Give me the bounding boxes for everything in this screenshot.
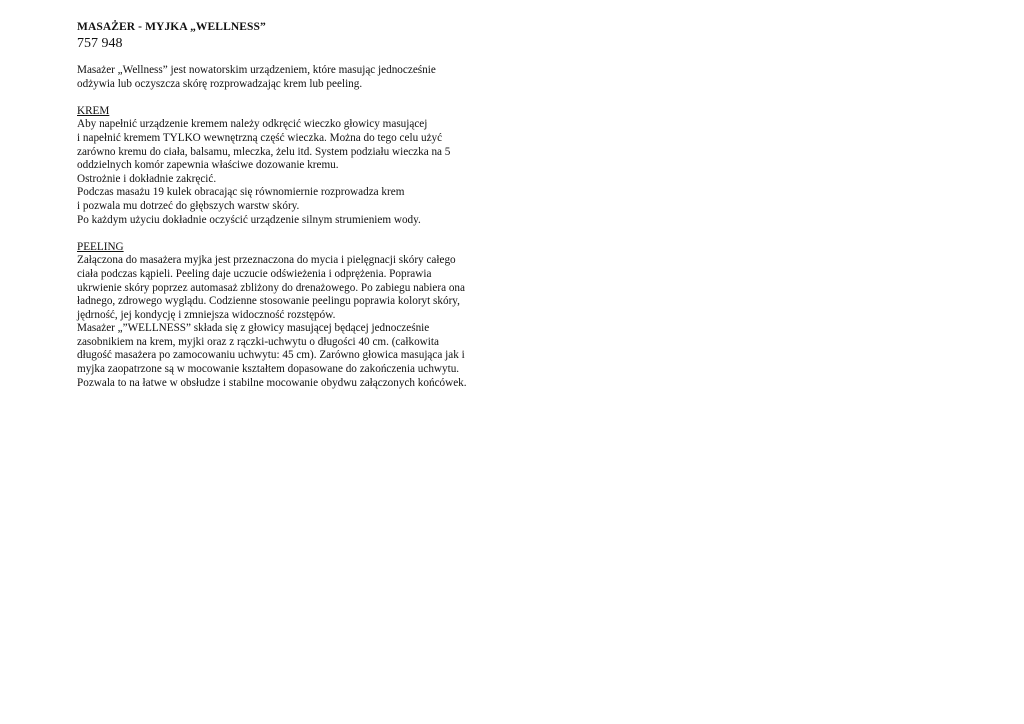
intro-line: odżywia lub oczyszcza skórę rozprowadzając krem lub peeling. xyxy=(77,77,363,90)
peeling-line: zasobnikiem na krem, myjki oraz z rączki-uchwytu o długości 40 cm. (całkowita xyxy=(77,335,439,348)
krem-line: Aby napełnić urządzenie kremem należy odkręcić wieczko głowicy masującej xyxy=(77,118,428,131)
peeling-line: Pozwala to na łatwe w obsłudze i stabilne mocowanie obydwu załączonych końcówek. xyxy=(77,376,467,389)
section-heading-krem: KREM xyxy=(77,104,110,117)
peeling-line: jędrność, jej kondycję i zmniejsza widoczność rozstępów. xyxy=(77,308,336,321)
document-page xyxy=(77,20,517,390)
section-heading-peeling: PEELING xyxy=(77,240,124,253)
peeling-line: ciała podczas kąpieli. Peeling daje uczucie odświeżenia i odprężenia. Poprawia xyxy=(77,267,432,280)
section-krem xyxy=(77,105,517,227)
product-code: 757 948 xyxy=(77,36,123,51)
document-title: MASAŻER - MYJKA „WELLNESS” xyxy=(77,21,266,33)
krem-line: zarówno kremu do ciała, balsamu, mleczka, żelu itd. System podziału wieczka na 5 xyxy=(77,145,451,158)
peeling-line: Załączona do masażera myjka jest przeznaczona do mycia i pielęgnacji skóry całego xyxy=(77,254,456,267)
krem-line: i pozwala mu dotrzeć do głębszych warstw skóry. xyxy=(77,199,300,212)
krem-line: Podczas masażu 19 kulek obracając się równomiernie rozprowadza krem xyxy=(77,186,405,199)
krem-line: Po każdym użyciu dokładnie oczyścić urządzenie silnym strumieniem wody. xyxy=(77,213,421,226)
krem-line: i napełnić kremem TYLKO wewnętrzną część wieczka. Można do tego celu użyć xyxy=(77,131,443,144)
krem-line: Ostrożnie i dokładnie zakręcić. xyxy=(77,172,217,185)
intro-line: Masażer „Wellness” jest nowatorskim urządzeniem, które masując jednocześnie xyxy=(77,64,436,76)
peeling-line: ukrwienie skóry poprzez automasaż zbliżony do drenażowego. Po zabiegu nabiera ona xyxy=(77,281,465,294)
peeling-line: myjka zaopatrzone są w mocowanie kształtem dopasowane do zakończenia uchwytu. xyxy=(77,363,460,376)
section-peeling xyxy=(77,241,517,391)
peeling-line: długość masażera po zamocowaniu uchwytu: 45 cm). Zarówno głowica masująca jak i xyxy=(77,349,465,362)
peeling-line: ładnego, zdrowego wyglądu. Codzienne stosowanie peelingu poprawia koloryt skóry, xyxy=(77,295,460,308)
peeling-line: Masażer „”WELLNESS” składa się z głowicy masującej będącej jednocześnie xyxy=(77,322,430,335)
krem-line: oddzielnych komór zapewnia właściwe dozowanie kremu. xyxy=(77,159,339,172)
intro-paragraph xyxy=(77,64,517,91)
